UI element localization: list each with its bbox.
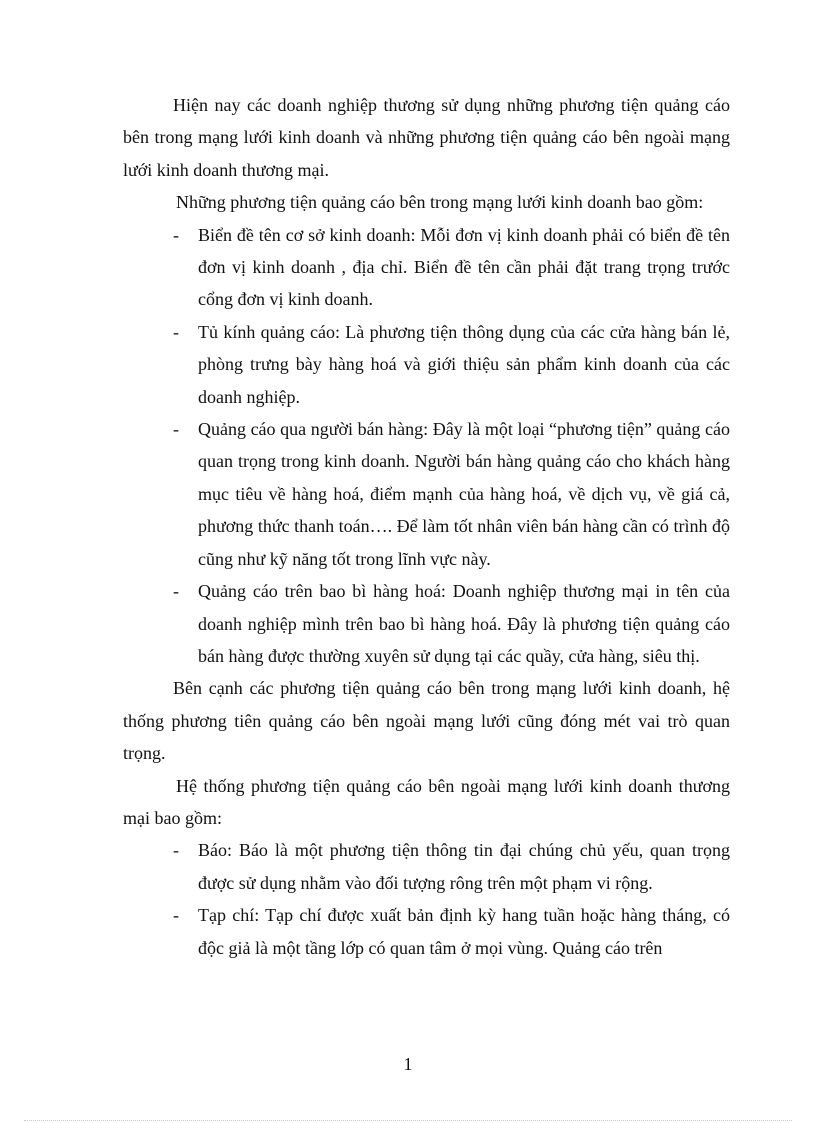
- bullet-dash: -: [173, 419, 179, 440]
- bullet-dash: -: [173, 581, 179, 602]
- list-item-text: Báo: Báo là một phương tiện thông tin đại chúng chủ yếu, quan trọng được sử dụng nhằm vào đối tượng rông trên một phạm vi rộng.: [198, 840, 730, 893]
- bullet-dash: -: [173, 224, 179, 245]
- list-item: [123, 834, 730, 899]
- list-item-text: Biển đề tên cơ sở kinh doanh: Mỗi đơn vị kinh doanh phải có biển đề tên đơn vị kinh doanh , địa chỉ. Biển đề tên cần phải đặt trang trọng trước cổng đơn vị kinh doanh.: [198, 224, 730, 310]
- bullet-dash: -: [173, 321, 179, 342]
- list-item: [123, 219, 730, 316]
- bullet-dash: -: [173, 840, 179, 861]
- list-item: [123, 316, 730, 413]
- list-item: [123, 575, 730, 672]
- paragraph-inside-heading: Những phương tiện quảng cáo bên trong mạng lưới kinh doanh bao gồm:: [176, 192, 704, 213]
- list-item-text: Tủ kính quảng cáo: Là phương tiện thông dụng của các cửa hàng bán lẻ, phòng trưng bày hàng hoá và giới thiệu sản phẩm kinh doanh của các doanh nghiệp.: [198, 321, 730, 407]
- page-bottom-divider: [24, 1120, 792, 1121]
- bullet-dash: -: [173, 905, 179, 926]
- list-item-text: Tạp chí: Tạp chí được xuất bản định kỳ hang tuần hoặc hàng tháng, có độc giả là một tầng lớp có quan tâm ở mọi vùng. Quảng cáo trên: [198, 905, 730, 958]
- page-body: [123, 89, 730, 964]
- list-item: [123, 413, 730, 575]
- paragraph-transition: Bên cạnh các phương tiện quảng cáo bên trong mạng lưới kinh doanh, hệ thống phương tiên quảng cáo bên ngoài mạng lưới cũng đóng mét vai trò quan trọng.: [123, 678, 730, 764]
- list-item: [123, 899, 730, 964]
- paragraph-intro: Hiện nay các doanh nghiệp thương sử dụng những phương tiện quảng cáo bên trong mạng lưới kinh doanh và những phương tiện quảng cáo bên ngoài mạng lưới kinh doanh thương mại.: [123, 95, 730, 180]
- paragraph-outside-heading: Hệ thống phương tiện quảng cáo bên ngoài mạng lưới kinh doanh thương mại bao gồm:: [123, 775, 730, 828]
- list-item-text: Quảng cáo qua người bán hàng: Đây là một loại “phương tiện” quảng cáo quan trọng trong kinh doanh. Người bán hàng quảng cáo cho khách hàng mục tiêu về hàng hoá, điểm mạnh của hàng hoá, về dịch vụ, về giá cả, phương thức thanh toán…. Để làm tốt nhân viên bán hàng cần có trình độ cũng như kỹ năng tốt trong lĩnh vực này.: [198, 419, 730, 569]
- page-number: 1: [403, 1054, 413, 1074]
- list-item-text: Quảng cáo trên bao bì hàng hoá: Doanh nghiệp thương mại in tên của doanh nghiệp mình trên bao bì hàng hoá. Đây là phương tiện quảng cáo bán hàng được thường xuyên sử dụng tại các quầy, cửa hàng, siêu thị.: [198, 581, 730, 666]
